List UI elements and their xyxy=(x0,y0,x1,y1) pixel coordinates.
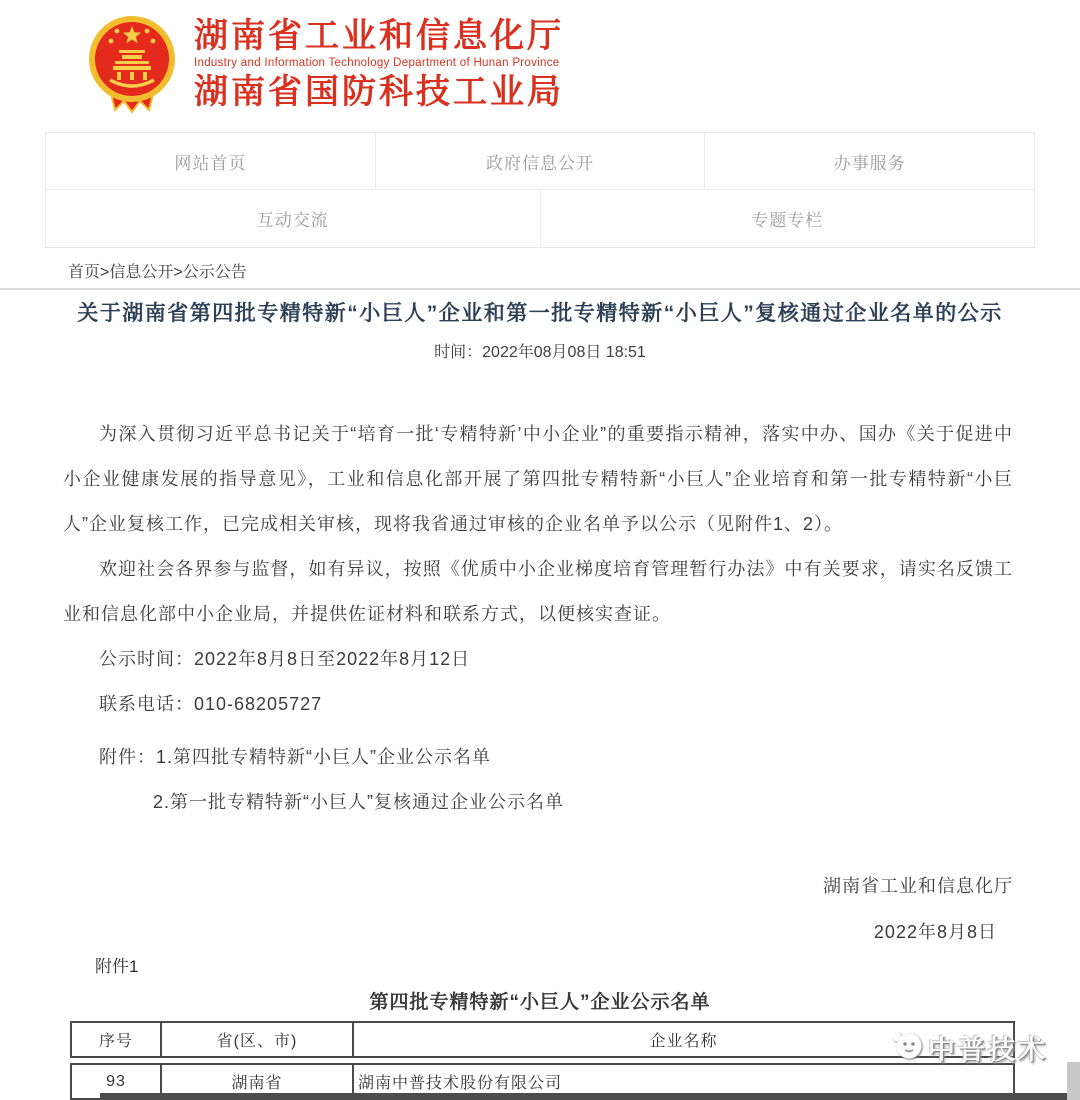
attachment-link-1[interactable]: 1.第四批专精特新“小巨人”企业公示名单 xyxy=(156,747,491,767)
contact-phone: 联系电话：010-68205727 xyxy=(99,694,323,714)
attachments-block xyxy=(63,735,1013,825)
table-cell-province: 湖南省 xyxy=(162,1065,354,1098)
article-title: 关于湖南省第四批专精特新“小巨人”企业和第一批专精特新“小巨人”复核通过企业名单的公示 xyxy=(77,302,1003,325)
main-nav xyxy=(45,132,1035,248)
nav-row-1 xyxy=(46,133,1034,190)
attachment-line-2 xyxy=(63,780,1013,825)
nav-item-special-topics[interactable]: 专题专栏 xyxy=(540,190,1035,247)
annex-label: 附件1 xyxy=(95,957,139,976)
table-header-seq: 序号 xyxy=(72,1023,162,1056)
nav-item-services[interactable]: 办事服务 xyxy=(704,133,1034,189)
table-header-province: 省(区、市) xyxy=(162,1023,354,1056)
table-cell-seq: 93 xyxy=(72,1065,162,1098)
nav-item-home[interactable]: 网站首页 xyxy=(174,153,247,173)
annex-table xyxy=(70,1021,1015,1100)
site-header xyxy=(0,0,1080,128)
breadcrumb-divider xyxy=(0,288,1080,290)
nav-row-2 xyxy=(46,190,1034,247)
nav-item-interaction[interactable]: 互动交流 xyxy=(256,211,329,230)
attachment-line-1 xyxy=(63,735,1013,780)
attachments-label: 附件： xyxy=(99,747,156,767)
china-national-emblem-icon xyxy=(88,14,176,119)
table-header-company: 企业名称 xyxy=(649,1033,718,1050)
table-cell-company: 湖南中普技术股份有限公司 xyxy=(358,1075,563,1092)
article-paragraph-1: 为深入贯彻习近平总书记关于“培育一批‘专精特新’中小企业”的重要指示精神，落实中办、国办《关于促进中小企业健康发展的指导意见》，工业和信息化部开展了第四批专精特新“小巨人”企业培育和第一批专精特新“小巨人”企业复核工作，已完成相关审核，现将我省通过审核的企业名单予以公示（见附件1、2）。 xyxy=(63,424,1013,534)
org-name-cn: 湖南省工业和信息化厅 xyxy=(194,17,564,55)
article-time: 时间：2022年08月08日 18:51 xyxy=(434,344,646,361)
breadcrumb[interactable]: 首页>信息公开>公示公告 xyxy=(68,264,247,281)
table-header-row xyxy=(70,1021,1015,1058)
org-name-en: Industry and Information Technology Department of Hunan Province xyxy=(194,57,560,69)
watermark xyxy=(888,1028,1048,1067)
org-titles xyxy=(194,14,564,110)
annex-table-title: 第四批专精特新“小巨人”企业公示名单 xyxy=(369,992,711,1013)
signature-block xyxy=(0,873,1080,945)
scrollbar-thumb[interactable] xyxy=(1067,1062,1080,1100)
nav-item-gov-info[interactable]: 政府信息公开 xyxy=(375,133,705,189)
signature-org: 湖南省工业和信息化厅 xyxy=(823,876,1013,896)
org-name2-cn: 湖南省国防科技工业局 xyxy=(194,73,564,111)
signature-date: 2022年8月8日 xyxy=(873,922,997,942)
article-body xyxy=(63,412,1013,825)
watermark-text: 中普技术 xyxy=(928,1035,1048,1065)
zhongpu-mascot-logo-icon xyxy=(888,1029,924,1066)
article-paragraph-2: 欢迎社会各界参与监督，如有异议，按照《优质中小企业梯度培育管理暂行办法》中有关要求，请实名反馈工业和信息化部中小企业局，并提供佐证材料和联系方式，以便核实查证。 xyxy=(63,559,1013,624)
publicity-period: 公示时间：2022年8月8日至2022年8月12日 xyxy=(99,649,471,669)
bottom-bar xyxy=(100,1093,1080,1100)
attachment-link-2[interactable]: 2.第一批专精特新“小巨人”复核通过企业公示名单 xyxy=(153,792,564,812)
